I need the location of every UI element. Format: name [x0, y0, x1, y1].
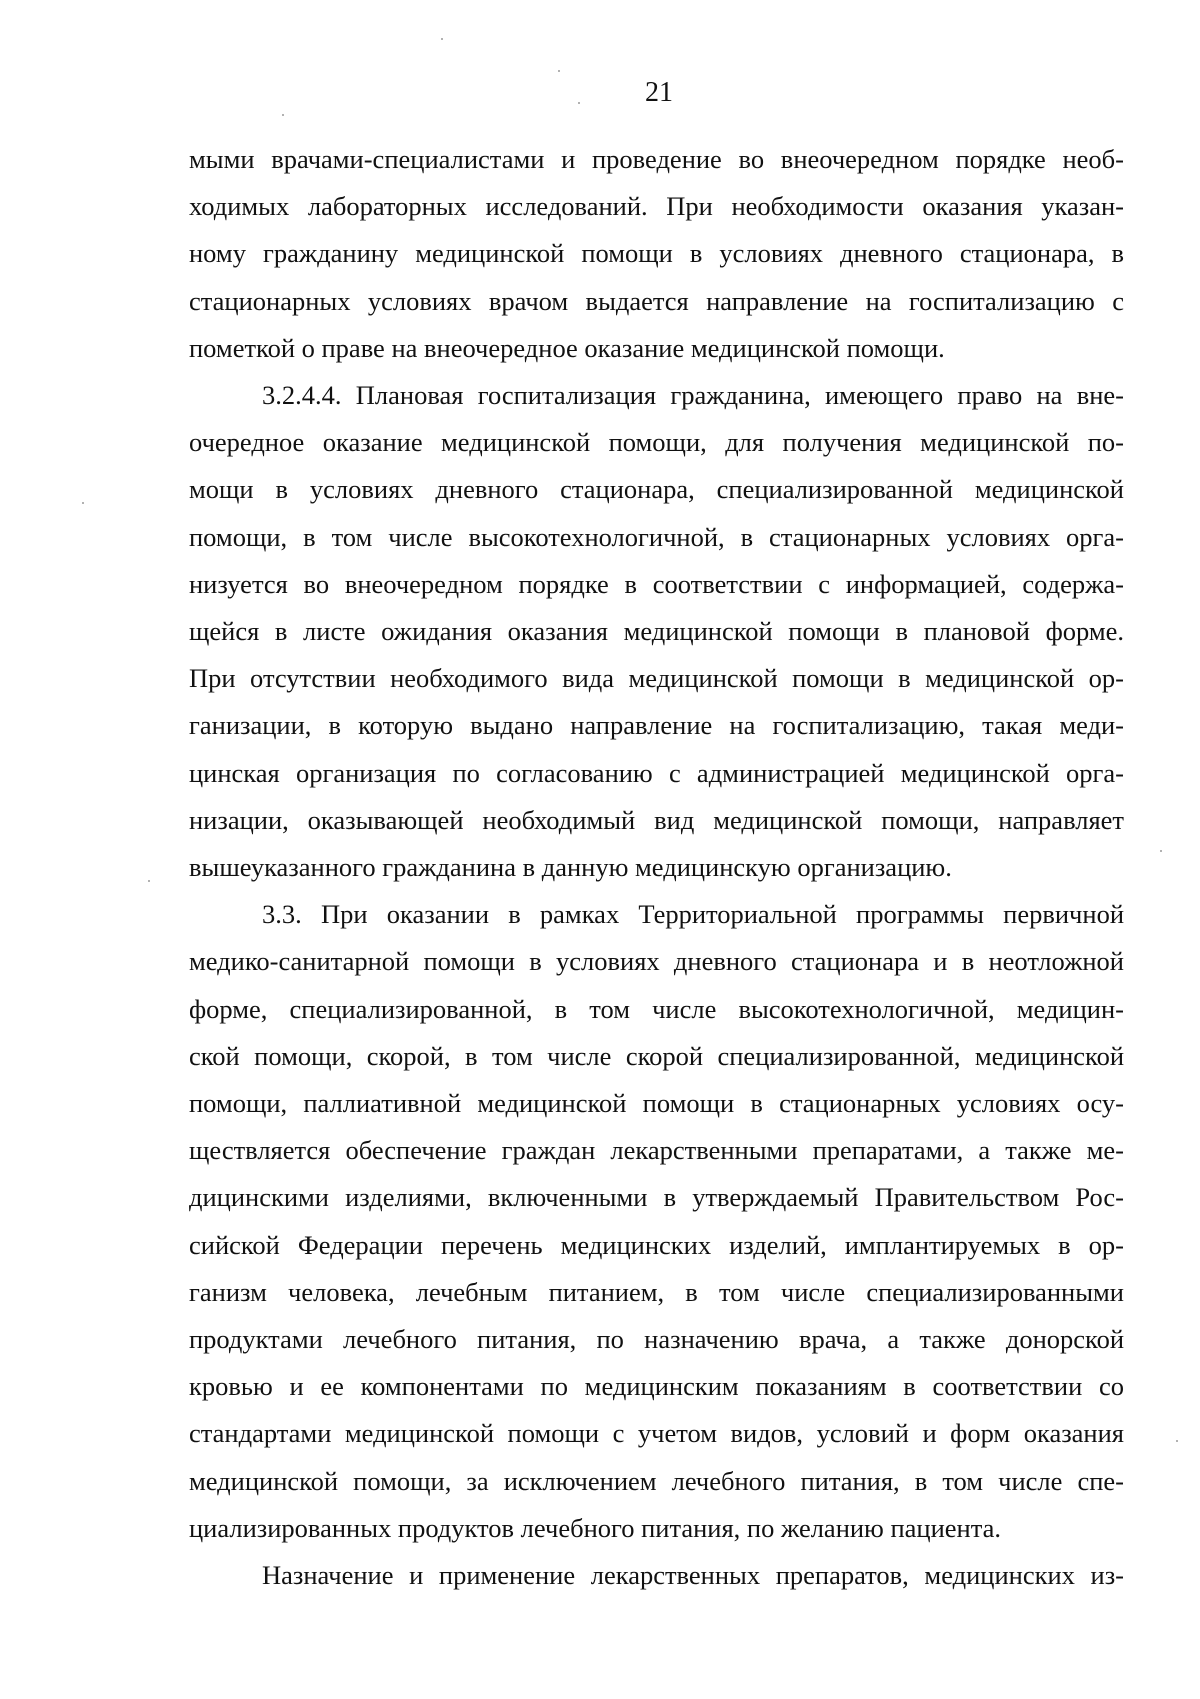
text-line: стационарных условиях врачом выдается направление на госпитализацию с — [189, 285, 1124, 316]
scan-speck — [441, 38, 443, 40]
scan-speck — [148, 880, 150, 882]
document-body — [189, 136, 1124, 1599]
text-line: При отсутствии необходимого вида медицинской помощи в медицинской ор- — [189, 663, 1124, 694]
text-line: ходимых лабораторных исследований. При необходимости оказания указан- — [189, 191, 1124, 222]
text-line: ской помощи, скорой, в том числе скорой специализированной, медицинской — [189, 1040, 1124, 1071]
scan-speck — [82, 502, 84, 504]
text-line: цинская организация по согласованию с администрацией медицинской орга- — [189, 757, 1124, 788]
paragraph — [189, 1552, 1124, 1599]
scan-speck — [1160, 850, 1162, 852]
text-line: циализированных продуктов лечебного питания, по желанию пациента. — [189, 1512, 1002, 1543]
text-line: низуется во внеочередном порядке в соответствии с информацией, содержа- — [189, 568, 1124, 599]
text-line: сийской Федерации перечень медицинских изделий, имплантируемых в ор- — [189, 1229, 1124, 1260]
scan-speck — [558, 70, 560, 72]
text-line: мощи в условиях дневного стационара, специализированной медицинской — [189, 474, 1124, 505]
text-line: продуктами лечебного питания, по назначению врача, а также донорской — [189, 1324, 1124, 1355]
paragraph — [189, 136, 1124, 372]
text-line: очередное оказание медицинской помощи, для получения медицинской по- — [189, 427, 1124, 458]
scan-speck — [282, 114, 284, 116]
text-line: Назначение и применение лекарственных препаратов, медицинских из- — [262, 1560, 1124, 1591]
text-line: стандартами медицинской помощи с учетом видов, условий и форм оказания — [189, 1418, 1124, 1449]
text-line: 3.3. При оказании в рамках Территориальной программы первичной — [262, 899, 1124, 930]
text-line: медицинской помощи, за исключением лечебного питания, в том числе спе- — [189, 1465, 1124, 1496]
text-line: кровью и ее компонентами по медицинским показаниям в соответствии со — [189, 1371, 1124, 1402]
text-line: низации, оказывающей необходимый вид медицинской помощи, направляет — [189, 804, 1124, 835]
text-line: 3.2.4.4. Плановая госпитализация гражданина, имеющего право на вне- — [262, 380, 1124, 411]
text-line: ганизм человека, лечебным питанием, в том числе специализированными — [189, 1276, 1124, 1307]
text-line: ганизации, в которую выдано направление на госпитализацию, такая меди- — [189, 710, 1124, 741]
page-number: 21 — [645, 77, 673, 108]
text-line: вышеуказанного гражданина в данную медицинскую организацию. — [189, 852, 952, 883]
text-line: ществляется обеспечение граждан лекарственными препаратами, а также ме- — [189, 1135, 1124, 1166]
text-line: помощи, в том числе высокотехнологичной, в стационарных условиях орга- — [189, 521, 1124, 552]
text-line: щейся в листе ожидания оказания медицинской помощи в плановой форме. — [189, 616, 1124, 647]
text-line: мыми врачами-специалистами и проведение во внеочередном порядке необ- — [189, 144, 1124, 174]
text-line: дицинскими изделиями, включенными в утверждаемый Правительством Рос- — [189, 1182, 1124, 1213]
text-line: пометкой о праве на внеочередное оказание медицинской помощи. — [189, 332, 945, 363]
paragraph — [189, 372, 1124, 891]
paragraph — [189, 891, 1124, 1552]
text-line: форме, специализированной, в том числе высокотехнологичной, медицин- — [189, 993, 1124, 1024]
scan-speck — [1176, 1440, 1178, 1442]
text-line: помощи, паллиативной медицинской помощи в стационарных условиях осу- — [189, 1088, 1124, 1119]
text-line: ному гражданину медицинской помощи в условиях дневного стационара, в — [189, 238, 1124, 269]
text-line: медико-санитарной помощи в условиях дневного стационара и в неотложной — [189, 946, 1124, 977]
